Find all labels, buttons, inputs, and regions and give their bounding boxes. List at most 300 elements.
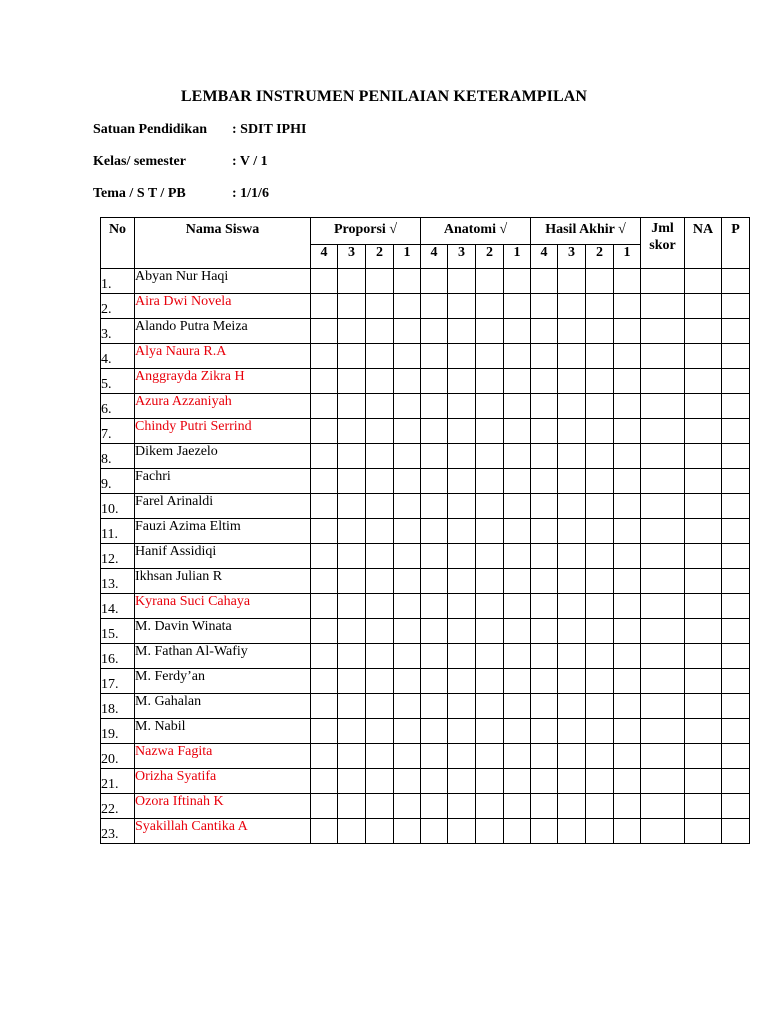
score-cell[interactable] <box>476 344 504 369</box>
score-cell[interactable] <box>531 744 558 769</box>
score-cell[interactable] <box>504 494 531 519</box>
score-cell[interactable] <box>641 669 685 694</box>
score-cell[interactable] <box>641 744 685 769</box>
score-cell[interactable] <box>614 719 641 744</box>
score-cell[interactable] <box>394 669 421 694</box>
score-cell[interactable] <box>366 594 394 619</box>
score-cell[interactable] <box>504 669 531 694</box>
score-cell[interactable] <box>558 544 586 569</box>
score-cell[interactable] <box>311 819 338 844</box>
score-cell[interactable] <box>338 519 366 544</box>
score-cell[interactable] <box>614 569 641 594</box>
score-cell[interactable] <box>311 594 338 619</box>
score-cell[interactable] <box>338 644 366 669</box>
score-cell[interactable] <box>722 594 750 619</box>
score-cell[interactable] <box>421 344 448 369</box>
score-cell[interactable] <box>366 444 394 469</box>
score-cell[interactable] <box>614 519 641 544</box>
score-cell[interactable] <box>476 719 504 744</box>
score-cell[interactable] <box>394 569 421 594</box>
score-cell[interactable] <box>722 319 750 344</box>
score-cell[interactable] <box>476 594 504 619</box>
score-cell[interactable] <box>641 369 685 394</box>
score-cell[interactable] <box>421 319 448 344</box>
score-cell[interactable] <box>558 294 586 319</box>
score-cell[interactable] <box>394 794 421 819</box>
score-cell[interactable] <box>531 419 558 444</box>
score-cell[interactable] <box>366 394 394 419</box>
score-cell[interactable] <box>448 519 476 544</box>
score-cell[interactable] <box>586 394 614 419</box>
score-cell[interactable] <box>558 644 586 669</box>
score-cell[interactable] <box>722 544 750 569</box>
score-cell[interactable] <box>614 419 641 444</box>
score-cell[interactable] <box>366 719 394 744</box>
score-cell[interactable] <box>614 544 641 569</box>
score-cell[interactable] <box>504 819 531 844</box>
score-cell[interactable] <box>558 794 586 819</box>
score-cell[interactable] <box>421 419 448 444</box>
score-cell[interactable] <box>722 694 750 719</box>
score-cell[interactable] <box>586 619 614 644</box>
score-cell[interactable] <box>531 444 558 469</box>
score-cell[interactable] <box>586 519 614 544</box>
score-cell[interactable] <box>558 494 586 519</box>
score-cell[interactable] <box>311 394 338 419</box>
score-cell[interactable] <box>338 269 366 294</box>
score-cell[interactable] <box>476 469 504 494</box>
score-cell[interactable] <box>641 569 685 594</box>
score-cell[interactable] <box>338 394 366 419</box>
score-cell[interactable] <box>531 494 558 519</box>
score-cell[interactable] <box>476 319 504 344</box>
score-cell[interactable] <box>641 344 685 369</box>
score-cell[interactable] <box>338 469 366 494</box>
score-cell[interactable] <box>338 694 366 719</box>
score-cell[interactable] <box>531 569 558 594</box>
score-cell[interactable] <box>476 519 504 544</box>
score-cell[interactable] <box>558 819 586 844</box>
score-cell[interactable] <box>394 294 421 319</box>
score-cell[interactable] <box>448 744 476 769</box>
score-cell[interactable] <box>685 794 722 819</box>
score-cell[interactable] <box>366 769 394 794</box>
score-cell[interactable] <box>504 519 531 544</box>
score-cell[interactable] <box>366 469 394 494</box>
score-cell[interactable] <box>448 569 476 594</box>
score-cell[interactable] <box>531 644 558 669</box>
score-cell[interactable] <box>311 544 338 569</box>
score-cell[interactable] <box>614 744 641 769</box>
score-cell[interactable] <box>448 544 476 569</box>
score-cell[interactable] <box>685 444 722 469</box>
score-cell[interactable] <box>504 794 531 819</box>
score-cell[interactable] <box>366 369 394 394</box>
score-cell[interactable] <box>421 444 448 469</box>
score-cell[interactable] <box>448 419 476 444</box>
score-cell[interactable] <box>504 419 531 444</box>
score-cell[interactable] <box>504 744 531 769</box>
score-cell[interactable] <box>448 394 476 419</box>
score-cell[interactable] <box>558 744 586 769</box>
score-cell[interactable] <box>448 769 476 794</box>
score-cell[interactable] <box>504 644 531 669</box>
score-cell[interactable] <box>586 444 614 469</box>
score-cell[interactable] <box>366 494 394 519</box>
score-cell[interactable] <box>685 369 722 394</box>
score-cell[interactable] <box>338 544 366 569</box>
score-cell[interactable] <box>311 319 338 344</box>
score-cell[interactable] <box>531 794 558 819</box>
score-cell[interactable] <box>722 719 750 744</box>
score-cell[interactable] <box>558 719 586 744</box>
score-cell[interactable] <box>394 394 421 419</box>
score-cell[interactable] <box>504 569 531 594</box>
score-cell[interactable] <box>311 744 338 769</box>
score-cell[interactable] <box>476 269 504 294</box>
score-cell[interactable] <box>311 569 338 594</box>
score-cell[interactable] <box>531 319 558 344</box>
score-cell[interactable] <box>421 394 448 419</box>
score-cell[interactable] <box>448 819 476 844</box>
score-cell[interactable] <box>421 819 448 844</box>
score-cell[interactable] <box>476 569 504 594</box>
score-cell[interactable] <box>531 594 558 619</box>
score-cell[interactable] <box>531 269 558 294</box>
score-cell[interactable] <box>586 569 614 594</box>
score-cell[interactable] <box>614 294 641 319</box>
score-cell[interactable] <box>338 419 366 444</box>
score-cell[interactable] <box>614 269 641 294</box>
score-cell[interactable] <box>722 794 750 819</box>
score-cell[interactable] <box>641 444 685 469</box>
score-cell[interactable] <box>641 519 685 544</box>
score-cell[interactable] <box>641 769 685 794</box>
score-cell[interactable] <box>586 544 614 569</box>
score-cell[interactable] <box>504 294 531 319</box>
score-cell[interactable] <box>558 394 586 419</box>
score-cell[interactable] <box>504 594 531 619</box>
score-cell[interactable] <box>338 294 366 319</box>
score-cell[interactable] <box>448 719 476 744</box>
score-cell[interactable] <box>641 544 685 569</box>
score-cell[interactable] <box>586 294 614 319</box>
score-cell[interactable] <box>614 819 641 844</box>
score-cell[interactable] <box>338 794 366 819</box>
score-cell[interactable] <box>366 419 394 444</box>
score-cell[interactable] <box>586 794 614 819</box>
score-cell[interactable] <box>366 819 394 844</box>
score-cell[interactable] <box>476 444 504 469</box>
score-cell[interactable] <box>421 294 448 319</box>
score-cell[interactable] <box>311 344 338 369</box>
score-cell[interactable] <box>421 269 448 294</box>
score-cell[interactable] <box>641 594 685 619</box>
score-cell[interactable] <box>685 469 722 494</box>
score-cell[interactable] <box>394 494 421 519</box>
score-cell[interactable] <box>448 644 476 669</box>
score-cell[interactable] <box>394 444 421 469</box>
score-cell[interactable] <box>476 419 504 444</box>
score-cell[interactable] <box>722 369 750 394</box>
score-cell[interactable] <box>614 669 641 694</box>
score-cell[interactable] <box>311 444 338 469</box>
score-cell[interactable] <box>311 769 338 794</box>
score-cell[interactable] <box>722 744 750 769</box>
score-cell[interactable] <box>338 569 366 594</box>
score-cell[interactable] <box>448 794 476 819</box>
score-cell[interactable] <box>614 644 641 669</box>
score-cell[interactable] <box>531 519 558 544</box>
score-cell[interactable] <box>558 619 586 644</box>
score-cell[interactable] <box>531 619 558 644</box>
score-cell[interactable] <box>641 819 685 844</box>
score-cell[interactable] <box>614 694 641 719</box>
score-cell[interactable] <box>366 269 394 294</box>
score-cell[interactable] <box>504 369 531 394</box>
score-cell[interactable] <box>476 794 504 819</box>
score-cell[interactable] <box>685 344 722 369</box>
score-cell[interactable] <box>421 594 448 619</box>
score-cell[interactable] <box>338 494 366 519</box>
score-cell[interactable] <box>504 469 531 494</box>
score-cell[interactable] <box>558 594 586 619</box>
score-cell[interactable] <box>366 519 394 544</box>
score-cell[interactable] <box>685 419 722 444</box>
score-cell[interactable] <box>558 519 586 544</box>
score-cell[interactable] <box>338 819 366 844</box>
score-cell[interactable] <box>641 794 685 819</box>
score-cell[interactable] <box>531 344 558 369</box>
score-cell[interactable] <box>366 344 394 369</box>
score-cell[interactable] <box>614 594 641 619</box>
score-cell[interactable] <box>586 344 614 369</box>
score-cell[interactable] <box>476 619 504 644</box>
score-cell[interactable] <box>685 594 722 619</box>
score-cell[interactable] <box>685 769 722 794</box>
score-cell[interactable] <box>476 369 504 394</box>
score-cell[interactable] <box>366 794 394 819</box>
score-cell[interactable] <box>722 394 750 419</box>
score-cell[interactable] <box>476 294 504 319</box>
score-cell[interactable] <box>586 594 614 619</box>
score-cell[interactable] <box>394 819 421 844</box>
score-cell[interactable] <box>558 444 586 469</box>
score-cell[interactable] <box>614 794 641 819</box>
score-cell[interactable] <box>311 369 338 394</box>
score-cell[interactable] <box>448 444 476 469</box>
score-cell[interactable] <box>448 619 476 644</box>
score-cell[interactable] <box>531 669 558 694</box>
score-cell[interactable] <box>448 269 476 294</box>
score-cell[interactable] <box>586 369 614 394</box>
score-cell[interactable] <box>558 269 586 294</box>
score-cell[interactable] <box>421 794 448 819</box>
score-cell[interactable] <box>586 669 614 694</box>
score-cell[interactable] <box>448 294 476 319</box>
score-cell[interactable] <box>685 569 722 594</box>
score-cell[interactable] <box>614 319 641 344</box>
score-cell[interactable] <box>558 569 586 594</box>
score-cell[interactable] <box>641 319 685 344</box>
score-cell[interactable] <box>311 294 338 319</box>
score-cell[interactable] <box>722 669 750 694</box>
score-cell[interactable] <box>476 744 504 769</box>
score-cell[interactable] <box>531 394 558 419</box>
score-cell[interactable] <box>394 544 421 569</box>
score-cell[interactable] <box>394 419 421 444</box>
score-cell[interactable] <box>504 344 531 369</box>
score-cell[interactable] <box>722 519 750 544</box>
score-cell[interactable] <box>448 594 476 619</box>
score-cell[interactable] <box>394 319 421 344</box>
score-cell[interactable] <box>722 569 750 594</box>
score-cell[interactable] <box>311 794 338 819</box>
score-cell[interactable] <box>685 294 722 319</box>
score-cell[interactable] <box>641 619 685 644</box>
score-cell[interactable] <box>685 744 722 769</box>
score-cell[interactable] <box>685 519 722 544</box>
score-cell[interactable] <box>338 669 366 694</box>
score-cell[interactable] <box>558 419 586 444</box>
score-cell[interactable] <box>722 469 750 494</box>
score-cell[interactable] <box>685 544 722 569</box>
score-cell[interactable] <box>394 469 421 494</box>
score-cell[interactable] <box>685 269 722 294</box>
score-cell[interactable] <box>722 294 750 319</box>
score-cell[interactable] <box>722 494 750 519</box>
score-cell[interactable] <box>531 469 558 494</box>
score-cell[interactable] <box>448 494 476 519</box>
score-cell[interactable] <box>311 694 338 719</box>
score-cell[interactable] <box>586 819 614 844</box>
score-cell[interactable] <box>641 644 685 669</box>
score-cell[interactable] <box>586 269 614 294</box>
score-cell[interactable] <box>476 494 504 519</box>
score-cell[interactable] <box>614 369 641 394</box>
score-cell[interactable] <box>531 694 558 719</box>
score-cell[interactable] <box>685 319 722 344</box>
score-cell[interactable] <box>531 294 558 319</box>
score-cell[interactable] <box>722 344 750 369</box>
score-cell[interactable] <box>476 819 504 844</box>
score-cell[interactable] <box>722 769 750 794</box>
score-cell[interactable] <box>685 644 722 669</box>
score-cell[interactable] <box>641 294 685 319</box>
score-cell[interactable] <box>504 319 531 344</box>
score-cell[interactable] <box>338 344 366 369</box>
score-cell[interactable] <box>531 769 558 794</box>
score-cell[interactable] <box>531 719 558 744</box>
score-cell[interactable] <box>685 494 722 519</box>
score-cell[interactable] <box>311 619 338 644</box>
score-cell[interactable] <box>394 344 421 369</box>
score-cell[interactable] <box>586 769 614 794</box>
score-cell[interactable] <box>311 644 338 669</box>
score-cell[interactable] <box>504 719 531 744</box>
score-cell[interactable] <box>614 494 641 519</box>
score-cell[interactable] <box>531 369 558 394</box>
score-cell[interactable] <box>641 419 685 444</box>
score-cell[interactable] <box>338 719 366 744</box>
score-cell[interactable] <box>448 469 476 494</box>
score-cell[interactable] <box>722 644 750 669</box>
score-cell[interactable] <box>366 569 394 594</box>
score-cell[interactable] <box>338 769 366 794</box>
score-cell[interactable] <box>504 694 531 719</box>
score-cell[interactable] <box>531 819 558 844</box>
score-cell[interactable] <box>558 319 586 344</box>
score-cell[interactable] <box>641 269 685 294</box>
score-cell[interactable] <box>504 544 531 569</box>
score-cell[interactable] <box>311 669 338 694</box>
score-cell[interactable] <box>421 669 448 694</box>
score-cell[interactable] <box>586 744 614 769</box>
score-cell[interactable] <box>311 719 338 744</box>
score-cell[interactable] <box>366 669 394 694</box>
score-cell[interactable] <box>641 469 685 494</box>
score-cell[interactable] <box>421 719 448 744</box>
score-cell[interactable] <box>614 469 641 494</box>
score-cell[interactable] <box>685 719 722 744</box>
score-cell[interactable] <box>394 269 421 294</box>
score-cell[interactable] <box>421 694 448 719</box>
score-cell[interactable] <box>641 694 685 719</box>
score-cell[interactable] <box>394 769 421 794</box>
score-cell[interactable] <box>476 394 504 419</box>
score-cell[interactable] <box>722 444 750 469</box>
score-cell[interactable] <box>448 694 476 719</box>
score-cell[interactable] <box>558 369 586 394</box>
score-cell[interactable] <box>586 319 614 344</box>
score-cell[interactable] <box>338 744 366 769</box>
score-cell[interactable] <box>421 744 448 769</box>
score-cell[interactable] <box>504 394 531 419</box>
score-cell[interactable] <box>685 619 722 644</box>
score-cell[interactable] <box>394 744 421 769</box>
score-cell[interactable] <box>448 369 476 394</box>
score-cell[interactable] <box>394 694 421 719</box>
score-cell[interactable] <box>722 419 750 444</box>
score-cell[interactable] <box>394 369 421 394</box>
score-cell[interactable] <box>641 394 685 419</box>
score-cell[interactable] <box>366 619 394 644</box>
score-cell[interactable] <box>641 494 685 519</box>
score-cell[interactable] <box>448 319 476 344</box>
score-cell[interactable] <box>586 419 614 444</box>
score-cell[interactable] <box>614 444 641 469</box>
score-cell[interactable] <box>558 769 586 794</box>
score-cell[interactable] <box>311 494 338 519</box>
score-cell[interactable] <box>421 544 448 569</box>
score-cell[interactable] <box>338 619 366 644</box>
score-cell[interactable] <box>421 519 448 544</box>
score-cell[interactable] <box>366 694 394 719</box>
score-cell[interactable] <box>421 494 448 519</box>
score-cell[interactable] <box>421 619 448 644</box>
score-cell[interactable] <box>366 744 394 769</box>
score-cell[interactable] <box>476 644 504 669</box>
score-cell[interactable] <box>338 369 366 394</box>
score-cell[interactable] <box>476 769 504 794</box>
score-cell[interactable] <box>421 569 448 594</box>
score-cell[interactable] <box>421 469 448 494</box>
score-cell[interactable] <box>614 394 641 419</box>
score-cell[interactable] <box>338 594 366 619</box>
score-cell[interactable] <box>722 619 750 644</box>
score-cell[interactable] <box>421 644 448 669</box>
score-cell[interactable] <box>614 619 641 644</box>
